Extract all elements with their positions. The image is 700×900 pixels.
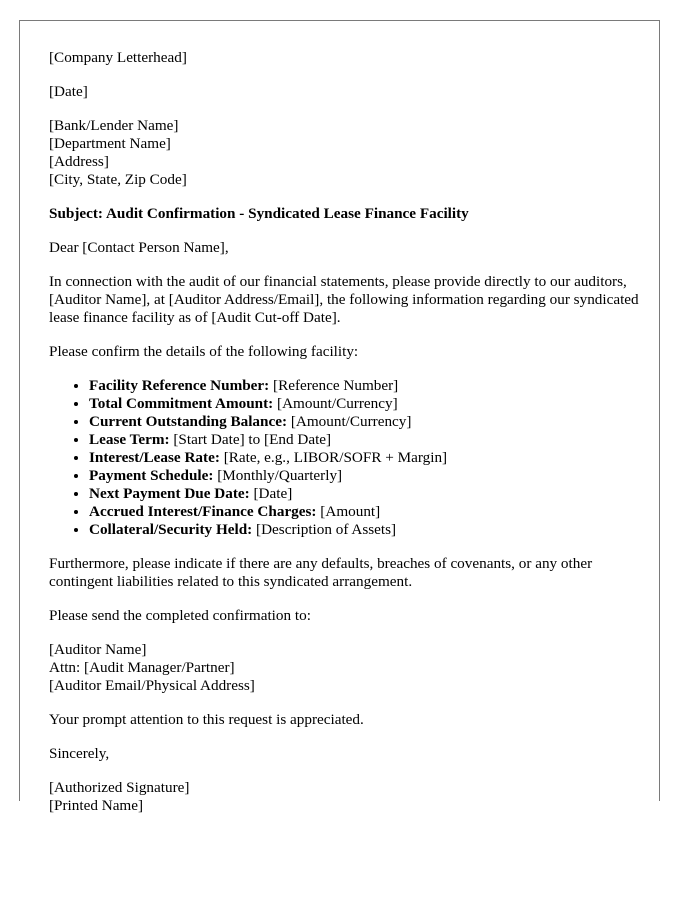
- furthermore-paragraph: Furthermore, please indicate if there are any defaults, breaches of covenants, or any other contingent liabilities related to this syndicated arrangement.: [49, 555, 593, 590]
- list-item-outstanding-balance: [89, 413, 639, 431]
- detail-label: Collateral/Security Held:: [89, 521, 253, 538]
- signature-block: [49, 779, 639, 815]
- detail-label: Total Commitment Amount:: [89, 395, 274, 412]
- list-item-total-commitment: [89, 395, 639, 413]
- detail-value: [Rate, e.g., LIBOR/SOFR + Margin]: [219, 449, 448, 466]
- intro-paragraph: In connection with the audit of our financial statements, please provide directly to our auditors, [Auditor Name], at [Auditor Address/Email], the following information regarding our syndicated lease finance facility as of [Audit Cut-off Date].: [49, 273, 639, 326]
- list-item-lease-term: [89, 431, 639, 449]
- detail-value: [Start Date] to [End Date]: [169, 431, 332, 448]
- printed-name: [Printed Name]: [49, 797, 144, 814]
- company-letterhead: [Company Letterhead]: [49, 49, 187, 66]
- list-item-payment-schedule: [89, 467, 639, 485]
- detail-value: [Reference Number]: [269, 377, 399, 394]
- detail-value: [Amount/Currency]: [273, 395, 398, 412]
- recipient-address: [49, 117, 639, 189]
- subject-line: Subject: Audit Confirmation - Syndicated Lease Finance Facility: [49, 205, 469, 222]
- salutation: Dear [Contact Person Name],: [49, 239, 229, 256]
- detail-label: Lease Term:: [89, 431, 170, 448]
- detail-value: [Description of Assets]: [252, 521, 397, 538]
- detail-label: Interest/Lease Rate:: [89, 449, 220, 466]
- letter-content: [49, 49, 639, 831]
- detail-value: [Amount]: [316, 503, 381, 520]
- list-item-next-payment-date: [89, 485, 639, 503]
- list-item-interest-rate: [89, 449, 639, 467]
- bank-name: [Bank/Lender Name]: [49, 117, 179, 134]
- auditor-address: [Auditor Email/Physical Address]: [49, 677, 255, 694]
- sign-off: Sincerely,: [49, 745, 110, 762]
- detail-label: Accrued Interest/Finance Charges:: [89, 503, 317, 520]
- street-address: [Address]: [49, 153, 109, 170]
- list-item-accrued-interest: [89, 503, 639, 521]
- detail-label: Payment Schedule:: [89, 467, 214, 484]
- closing-note: Your prompt attention to this request is appreciated.: [49, 711, 364, 728]
- list-item-collateral: [89, 521, 639, 539]
- detail-value: [Monthly/Quarterly]: [213, 467, 343, 484]
- letter-page: [19, 20, 660, 814]
- detail-value: [Date]: [249, 485, 293, 502]
- auditor-attn: Attn: [Audit Manager/Partner]: [49, 659, 235, 676]
- detail-label: Current Outstanding Balance:: [89, 413, 288, 430]
- detail-value: [Amount/Currency]: [287, 413, 412, 430]
- auditor-address-block: [49, 641, 639, 695]
- detail-label: Facility Reference Number:: [89, 377, 270, 394]
- confirm-intro: Please confirm the details of the following facility:: [49, 343, 359, 360]
- department-name: [Department Name]: [49, 135, 171, 152]
- facility-details-list: [49, 377, 639, 539]
- letter-date: [Date]: [49, 83, 88, 100]
- auditor-name: [Auditor Name]: [49, 641, 147, 658]
- send-to-intro: Please send the completed confirmation to:: [49, 607, 311, 624]
- list-item-facility-reference: [89, 377, 639, 395]
- city-state-zip: [City, State, Zip Code]: [49, 171, 187, 188]
- authorized-signature: [Authorized Signature]: [49, 779, 190, 796]
- detail-label: Next Payment Due Date:: [89, 485, 250, 502]
